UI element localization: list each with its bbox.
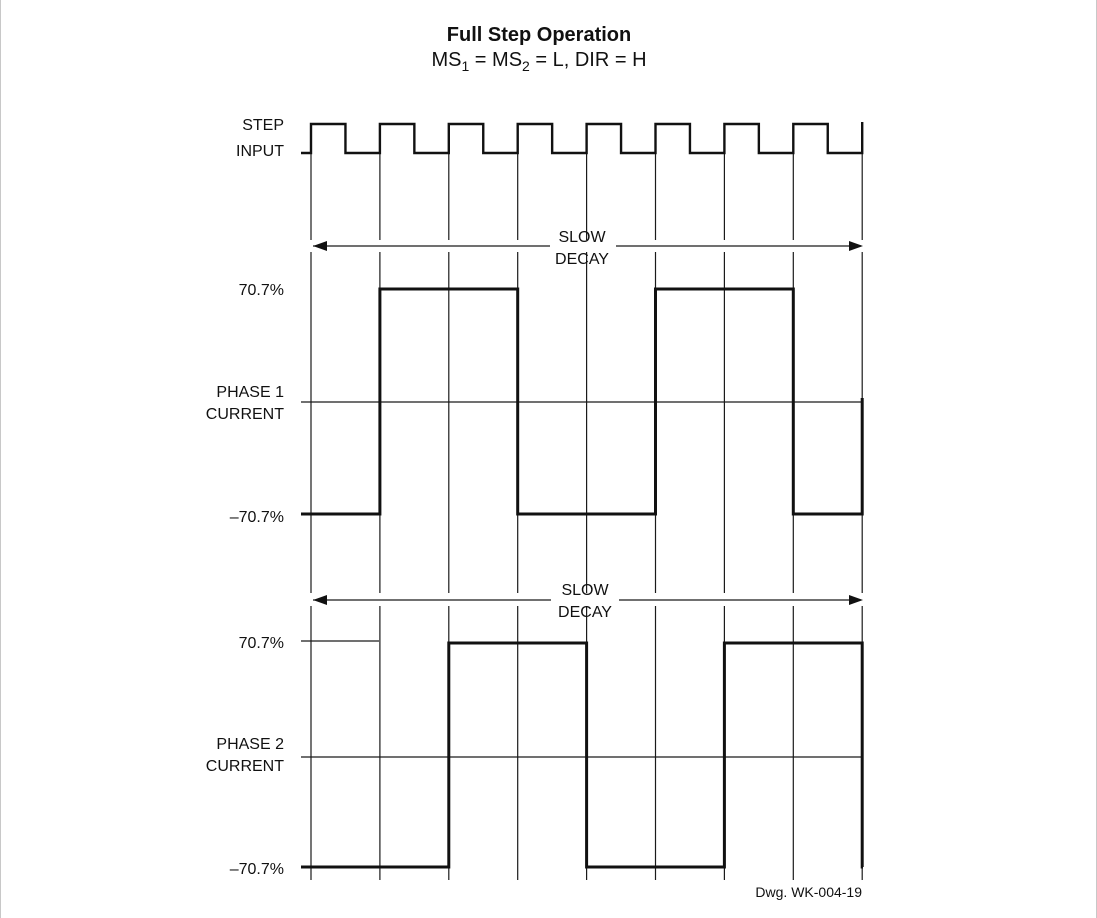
arrowhead-right-icon <box>849 595 863 605</box>
phase1-low-level-label: –70.7% <box>229 509 284 526</box>
decay-label-line2: DECAY <box>558 604 612 621</box>
diagram-title: Full Step Operation <box>446 24 632 46</box>
decay-label-line1: SLOW <box>558 229 606 246</box>
step-input-label-line2: INPUT <box>236 143 284 160</box>
decay-label-line2: DECAY <box>555 251 609 268</box>
arrowhead-left-icon <box>313 241 327 251</box>
phase2-label-line2: CURRENT <box>205 758 284 775</box>
phase1-high-level-label: 70.7% <box>238 282 284 299</box>
step-input-label-line1: STEP <box>242 117 284 134</box>
timing-diagram <box>1 0 1097 918</box>
phase1-label-line2: CURRENT <box>205 406 284 423</box>
slow-decay-arrow-phase2 <box>313 582 863 621</box>
arrowhead-left-icon <box>313 595 327 605</box>
diagram-subtitle: $MS_1 = MS_2 = L$, DIR = H <box>431 49 647 74</box>
phase2-low-level-label: –70.7% <box>229 861 284 878</box>
phase2-label-line1: PHASE 2 <box>216 736 284 753</box>
decay-label-line1: SLOW <box>561 582 609 599</box>
phase2-current-waveform <box>301 643 863 867</box>
drawing-number: Dwg. WK-004-19 <box>755 884 862 900</box>
slow-decay-arrow-phase1 <box>313 229 863 268</box>
step-input-waveform <box>301 122 862 153</box>
phase2-high-level-label: 70.7% <box>238 635 284 652</box>
arrowhead-right-icon <box>849 241 863 251</box>
phase1-label-line1: PHASE 1 <box>216 384 284 401</box>
